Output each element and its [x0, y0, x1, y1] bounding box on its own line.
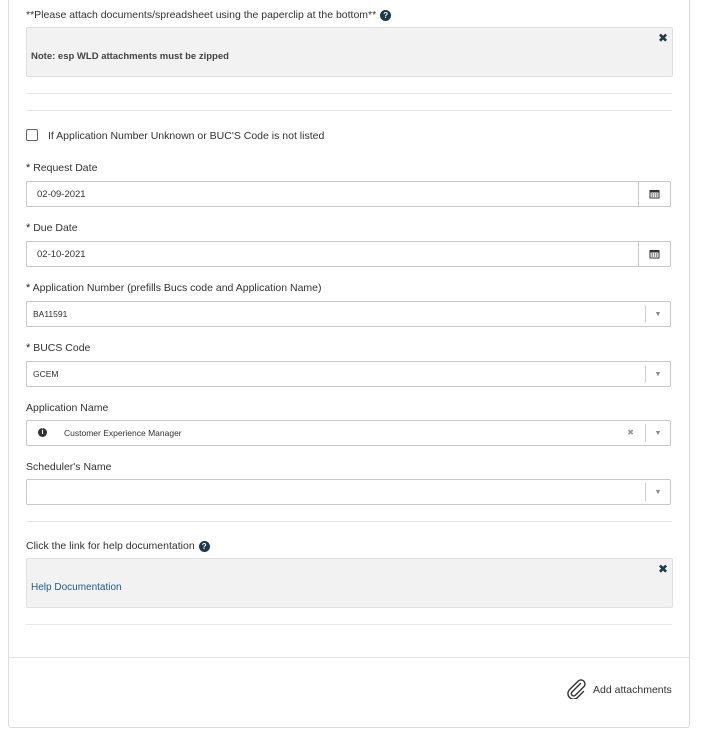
chevron-down-icon[interactable]: ▼	[645, 483, 670, 501]
add-attachments-button[interactable]: Add attachments	[593, 684, 672, 696]
calendar-icon[interactable]	[638, 242, 670, 266]
help-icon[interactable]: ?	[380, 10, 391, 21]
attachment-note-box	[26, 27, 673, 77]
close-icon[interactable]: ✖	[657, 31, 668, 45]
help-doc-instruction-text: Click the link for help documentation	[26, 540, 195, 552]
application-number-select[interactable]	[26, 301, 671, 327]
request-date-value: 02-09-2021	[37, 189, 86, 200]
footer-divider	[8, 657, 689, 658]
application-name-select[interactable]	[26, 420, 671, 446]
divider	[26, 110, 672, 111]
application-name-label: Application Name	[26, 402, 109, 414]
help-icon[interactable]: ?	[199, 541, 210, 552]
info-icon: i	[38, 428, 47, 437]
scheduler-name-select[interactable]	[26, 479, 671, 505]
application-name-value: Customer Experience Manager	[64, 428, 182, 438]
attach-instruction	[26, 9, 391, 21]
close-icon[interactable]: ✖	[657, 562, 668, 576]
due-date-label-text: Due Date	[33, 222, 78, 234]
clear-icon[interactable]: ✖	[627, 428, 634, 437]
help-doc-box	[26, 558, 673, 608]
help-documentation-link[interactable]: Help Documentation	[31, 582, 122, 593]
due-date-label	[26, 222, 78, 234]
attach-instruction-text: **Please attach documents/spreadsheet using the paperclip at the bottom**	[26, 9, 377, 21]
paperclip-icon[interactable]	[565, 677, 587, 699]
bucs-code-label	[26, 342, 90, 354]
required-marker: *	[26, 222, 31, 234]
request-date-label-text: Request Date	[33, 162, 98, 174]
attachment-note-text: Note: esp WLD attachments must be zipped	[31, 51, 229, 62]
chevron-down-icon[interactable]: ▼	[645, 365, 670, 383]
application-number-label-text: Application Number (prefills Bucs code and Application Name)	[32, 282, 322, 294]
due-date-field[interactable]	[26, 241, 671, 267]
bucs-code-value: GCEM	[33, 369, 59, 379]
required-marker: *	[26, 342, 31, 354]
scheduler-name-label: Scheduler's Name	[26, 461, 112, 473]
application-number-value: BA11591	[33, 309, 68, 319]
due-date-value: 02-10-2021	[37, 249, 86, 260]
bucs-code-select[interactable]	[26, 361, 671, 387]
unknown-app-checkbox-label: If Application Number Unknown or BUC'S Code is not listed	[48, 130, 325, 142]
chevron-down-icon[interactable]: ▼	[645, 424, 670, 442]
calendar-icon[interactable]	[638, 182, 670, 206]
unknown-app-checkbox[interactable]	[26, 129, 38, 141]
divider	[26, 93, 672, 94]
divider	[26, 521, 672, 522]
divider	[26, 624, 672, 625]
required-marker: *	[26, 162, 31, 174]
chevron-down-icon[interactable]: ▼	[645, 305, 670, 323]
required-marker: *	[26, 282, 31, 294]
request-date-label	[26, 162, 97, 174]
help-doc-instruction	[26, 540, 210, 552]
request-date-field[interactable]	[26, 181, 671, 207]
bucs-code-label-text: BUCS Code	[33, 342, 91, 354]
application-number-label	[26, 282, 322, 294]
